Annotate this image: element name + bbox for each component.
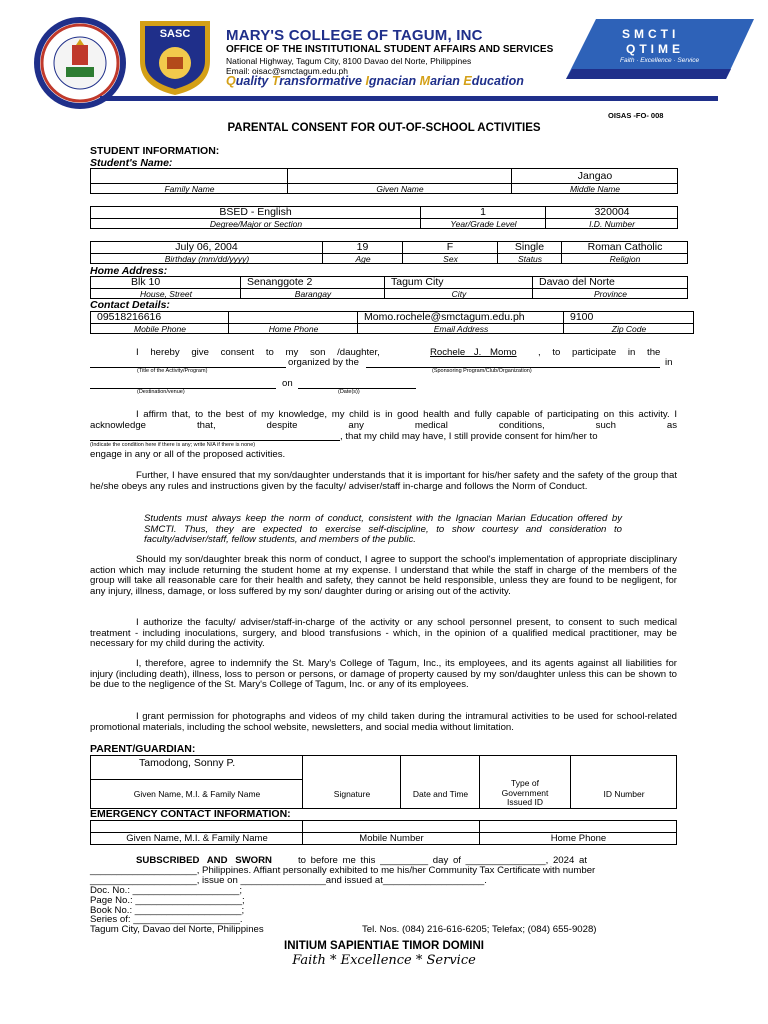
id-number-header: ID Number (603, 789, 645, 799)
id-number-label: I.D. Number (589, 219, 635, 229)
student-name-heading: Student's Name: (90, 157, 173, 169)
middle-name-label: Middle Name (569, 184, 621, 194)
house-street-field[interactable]: Blk 10 (91, 277, 241, 299)
home-address-heading: Home Address: (90, 265, 168, 277)
parent-guardian-heading: PARENT/GUARDIAN: (90, 743, 196, 755)
sworn-line1: to before me this _________ day of _______________, 2024 at (298, 855, 587, 866)
birth-box (90, 241, 688, 264)
hint-date: (Date(s)) (338, 389, 360, 395)
home-phone-label: Home Phone (268, 324, 319, 334)
consent-in: in (665, 357, 673, 368)
id-number-field[interactable]: 320004 (594, 207, 630, 218)
book-no: Book No.: ____________________; (90, 905, 245, 916)
sasc-label: SASC (159, 28, 191, 40)
emergency-name-cell[interactable] (91, 821, 303, 845)
sasc-shield-logo (136, 17, 214, 97)
province-field[interactable]: Davao del Norte (539, 277, 615, 288)
contact-details-heading: Contact Details: (90, 299, 170, 311)
status-label: Status (517, 254, 543, 264)
id-number-cell[interactable] (571, 756, 677, 809)
sex-field[interactable]: F (403, 242, 498, 264)
condition-line[interactable] (90, 440, 340, 441)
latin-motto: INITIUM SAPIENTIAE TIMOR DOMINI (284, 940, 484, 952)
parent-name-value: Tamodong, Sonny P. (139, 757, 236, 769)
birthday-label: Birthday (mm/dd/yyyy) (164, 254, 250, 264)
hint-activity: (Title of the Activity/Program) (137, 368, 208, 374)
student-info-heading: STUDENT INFORMATION: (90, 145, 220, 157)
office-name: OFFICE OF THE INSTITUTIONAL STUDENT AFFAIRS AND SERVICES (226, 44, 554, 55)
affirm-paragraph: I affirm that, to the best of my knowledge, my child is in good health and fully capable of participating on this activity. I acknowledge that, despite any medical conditions, such as (90, 409, 677, 431)
given-name-label: Given Name (376, 184, 424, 194)
emergency-table (90, 820, 677, 845)
zip-code-label: Zip Code (611, 324, 647, 334)
family-name-label: Family Name (164, 184, 215, 194)
indemnify-paragraph: I, therefore, agree to indemnify the St. Mary's College of Tagum, Inc., its employees, and its agents against all liabilities for injury (including death), illness, loss to person or persons, or damage of property caused by my son/daughter unless this can be shown to be due to the negligence of the St. Mary's College of Tagum, Inc. or any of its employees. (90, 658, 677, 691)
parent-table (90, 755, 677, 809)
should-paragraph: Should my son/daughter break this norm of conduct, I agree to support the school's implementation of appropriate disciplinary action which may include returning the student home at my expense. I understand that while the staff in charge of the members of the group will take all reasonable care for their health and safety, they cannot be held responsible, unless they are found to be negligent, for any injury, illness, damage, or loss suffered by my son/ daughter during or arising out of the activity. (90, 554, 677, 597)
photos-paragraph: I grant permission for photographs and videos of my child taken during the intramural activities to be used for school-related promotional materials, including the school website, newsletters, and social media without limitation. (90, 711, 677, 733)
ribbon-smcti: SMCTI (622, 27, 680, 41)
age-label: Age (355, 254, 371, 264)
series-of: Series of: ____________________. (90, 914, 243, 925)
middle-name-field[interactable]: Jangao (577, 170, 613, 182)
college-email: Email: oisac@smctagum.edu.ph (226, 66, 349, 76)
mobile-phone-label: Mobile Phone (134, 324, 186, 334)
consent-student-name: Rochele J. Momo (430, 347, 517, 358)
religion-field[interactable]: Roman Catholic (587, 242, 663, 253)
city-label: City (451, 289, 467, 299)
sworn-line3: ____________________, issue on ________________and issued at___________________. (90, 875, 487, 886)
date-time-cell[interactable] (401, 756, 480, 809)
house-street-label: House, Street (140, 289, 192, 299)
email-address-label: Email Address (433, 324, 489, 334)
notary-place: Tagum City, Davao del Norte, Philippines (90, 924, 264, 935)
degree-label: Degree/Major or Section (209, 219, 303, 229)
barangay-field[interactable]: Senanggote 2 (241, 277, 385, 299)
norm-of-conduct: Students must always keep the norm of conduct, consistent with the Ignacian Marian Education offered by SMCTI. Thus, they are expected to exercise self-discipline, to show courtesy and consideration to faculty/adviser/staff, fellow students, and members of the public. (144, 513, 622, 546)
religion-label: Religion (609, 254, 641, 264)
consent-on: on (282, 378, 293, 389)
page-no: Page No.: ____________________; (90, 895, 245, 906)
further-paragraph: Further, I have ensured that my son/daughter understands that it is important for his/her safety and the safety of the group that he/she obeys any rules and instructions given by the faculty/ adviser/staff in-charge and follows the Norm of Conduct. (90, 470, 677, 492)
mobile-phone-field[interactable]: 09518216616 (91, 312, 229, 334)
emergency-mobile-cell[interactable] (303, 821, 480, 845)
degree-field[interactable]: BSED - English (91, 207, 421, 229)
emergency-home-phone-cell[interactable] (480, 821, 677, 845)
affirm-end: engage in any or all of the proposed activities. (90, 449, 286, 460)
emergency-mobile-header: Mobile Number (359, 833, 424, 844)
sex-label: Sex (443, 254, 458, 264)
gov-id-type-cell[interactable] (480, 756, 571, 809)
zip-code-field[interactable]: 9100 (570, 312, 594, 323)
barangay-label: Barangay (294, 289, 332, 299)
date-time-header: Date and Time (412, 789, 469, 799)
gov-id-type-header: Type of Government Issued ID (501, 778, 549, 807)
signature-header: Signature (333, 789, 371, 799)
document-title: PARENTAL CONSENT FOR OUT-OF-SCHOOL ACTIVITIES (227, 122, 541, 134)
subscribed-sworn: SUBSCRIBED AND SWORN (136, 855, 272, 866)
form-code: OISAS -FO- 008 (608, 111, 664, 120)
email-address-field[interactable]: Momo.rochele@smctagum.edu.ph (358, 312, 564, 334)
hint-sponsor: (Sponsoring Program/Club/Organization) (432, 368, 532, 374)
year-level-label: Year/Grade Level (450, 219, 517, 229)
quality-motto: Quality Transformative Ignacian Marian Education (226, 74, 524, 88)
province-label: Province (593, 289, 628, 299)
header-rule (100, 96, 718, 101)
college-name: MARY'S COLLEGE OF TAGUM, INC (226, 27, 483, 44)
consent-organized-by: organized by the (288, 357, 359, 368)
ribbon-qtime: QTIME (626, 42, 684, 56)
parent-name-cell[interactable] (91, 756, 303, 809)
birthday-field[interactable]: July 06, 2004 (91, 242, 323, 264)
age-field[interactable]: 19 (323, 242, 403, 264)
signature-cell[interactable] (303, 756, 401, 809)
ribbon-tagline: Faith · Excellence · Service (620, 57, 700, 64)
emergency-name-header: Given Name, M.I. & Family Name (126, 833, 268, 844)
sworn-line2: ____________________, Philippines. Affiant personally exhibited to me his/her Community Tax Certificate with number (90, 865, 596, 876)
affirm-continued: , that my child may have, I still provide consent for him/her to (340, 431, 598, 442)
year-level-field[interactable]: 1 (421, 207, 546, 229)
address-box (90, 276, 688, 299)
college-address: National Highway, Tagum City, 8100 Davao del Norte, Philippines (226, 56, 472, 66)
consent-line1-post: , to participate in the (538, 347, 661, 358)
hint-condition: (Indicate the condition here if there is any; write N/A if there is none) (90, 442, 256, 448)
telephone-numbers: Tel. Nos. (084) 216-616-6205; Telefax; (084) 655-9028) (362, 924, 597, 935)
consent-line1-pre: I hereby give consent to my son /daughter, (136, 347, 380, 358)
degree-box (90, 206, 678, 229)
student-name-box (90, 168, 678, 194)
emergency-contact-heading: EMERGENCY CONTACT INFORMATION: (90, 808, 291, 820)
faith-excellence-service: Faith * Excellence * Service (292, 953, 476, 968)
status-field[interactable]: Single (498, 242, 562, 264)
emergency-home-phone-header: Home Phone (550, 833, 607, 844)
hint-destination: (Destination/venue) (137, 389, 185, 395)
authorize-paragraph: I authorize the faculty/ adviser/staff-in-charge of the activity or any school personnel present, to consent to such medical treatment - including inoculations, surgery, and blood transfusions - which, in the opinion of a qualified medical practitioner, may be necessary for my child during the activity. (90, 617, 677, 650)
doc-no: Doc. No.: ____________________; (90, 885, 243, 896)
contact-box (90, 311, 694, 334)
parent-name-header: Given Name, M.I. & Family Name (133, 789, 261, 799)
city-field[interactable]: Tagum City (385, 277, 533, 299)
